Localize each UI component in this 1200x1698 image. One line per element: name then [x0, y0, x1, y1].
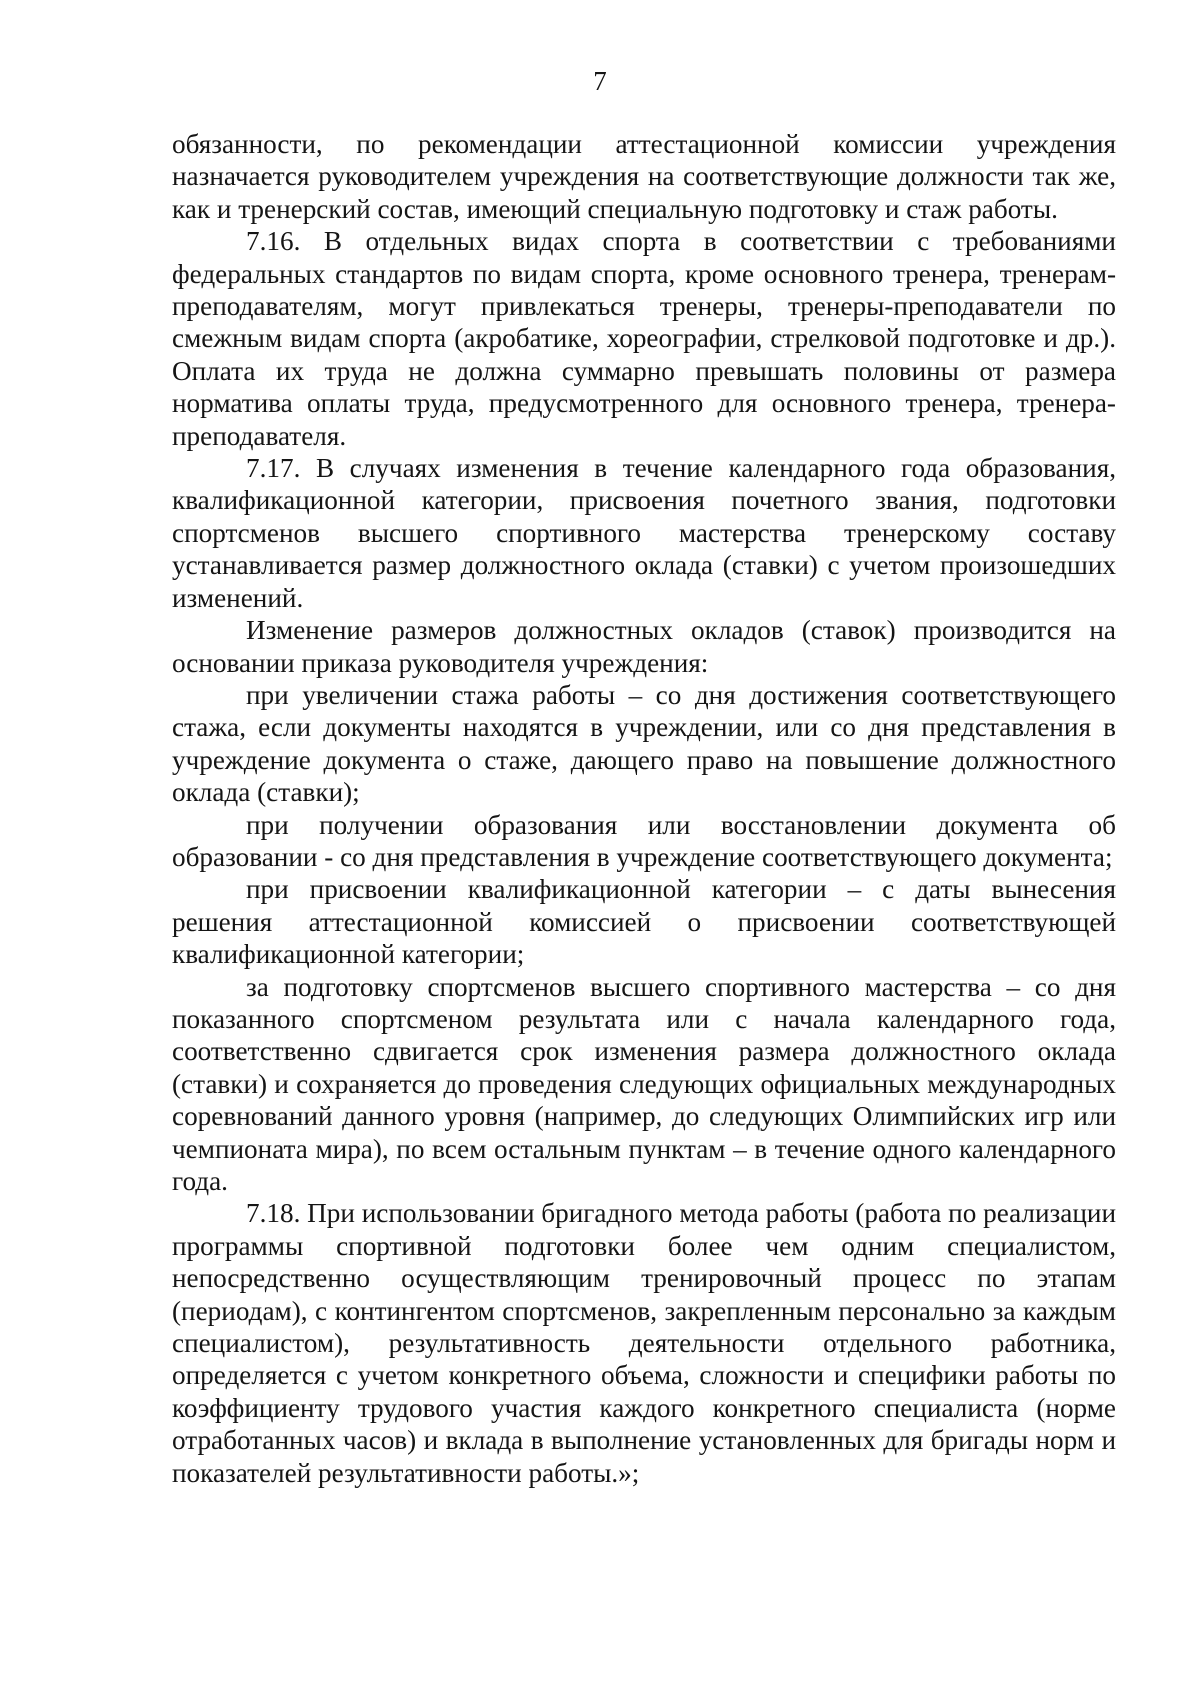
paragraph-qualification: при присвоении квалификационной категории – с даты вынесения решения аттестационной комиссией о присвоении соответствующей квалификационной категории;	[172, 874, 1116, 970]
paragraph-7-17: 7.17. В случаях изменения в течение календарного года образования, квалификационной категории, присвоения почетного звания, подготовки спортсменов высшего спортивного мастерства тренерскому составу устанавливается размер должностного оклада (ставки) с учетом произошедших изменений.	[172, 453, 1116, 613]
paragraph-athletes-training: за подготовку спортсменов высшего спортивного мастерства – со дня показанного спортсменом результата или с начала календарного года, соответственно сдвигается срок изменения размера должностного оклада (ставки) и сохраняется до проведения следующих официальных международных соревнований данного уровня (например, до следующих Олимпийских игр или чемпионата мира), по всем остальным пунктам – в течение одного календарного года.	[172, 971, 1116, 1196]
paragraph-education: при получении образования или восстановлении документа об образовании - со дня представления в учреждение соответствующего документа;	[172, 809, 1116, 872]
paragraph-salary-change: Изменение размеров должностных окладов (ставок) производится на основании приказа руководителя учреждения:	[172, 615, 1116, 678]
paragraph-continuation: обязанности, по рекомендации аттестационной комиссии учреждения назначается руководителем учреждения на соответствующие должности так же, как и тренерский состав, имеющий специальную подготовку и стаж работы.	[172, 129, 1116, 224]
page-number: 7	[593, 66, 607, 96]
document-body	[172, 128, 1116, 1489]
paragraph-experience-increase: при увеличении стажа работы – со дня достижения соответствующего стажа, если документы находятся в учреждении, или со дня представления в учреждение документа о стаже, дающего право на повышение должностного оклада (ставки);	[172, 679, 1116, 808]
paragraph-7-16: 7.16. В отдельных видах спорта в соответствии с требованиями федеральных стандартов по видам спорта, кроме основного тренера, тренерам-преподавателям, могут привлекаться тренеры, тренеры-преподаватели по смежным видам спорта (акробатике, хореографии, стрелковой подготовке и др.). Оплата их труда не должна суммарно превышать половины от размера норматива оплаты труда, предусмотренного для основного тренера, тренера-преподавателя.	[172, 226, 1116, 451]
paragraph-7-18: 7.18. При использовании бригадного метода работы (работа по реализации программы спортивной подготовки более чем одним специалистом, непосредственно осуществляющим тренировочный процесс по этапам (периодам), с контингентом спортсменов, закрепленным персонально за каждым специалистом), результативность деятельности отдельного работника, определяется с учетом конкретного объема, сложности и специфики работы по коэффициенту трудового участия каждого конкретного специалиста (норме отработанных часов) и вклада в выполнение установленных для бригады норм и показателей результативности работы.»;	[172, 1198, 1116, 1488]
